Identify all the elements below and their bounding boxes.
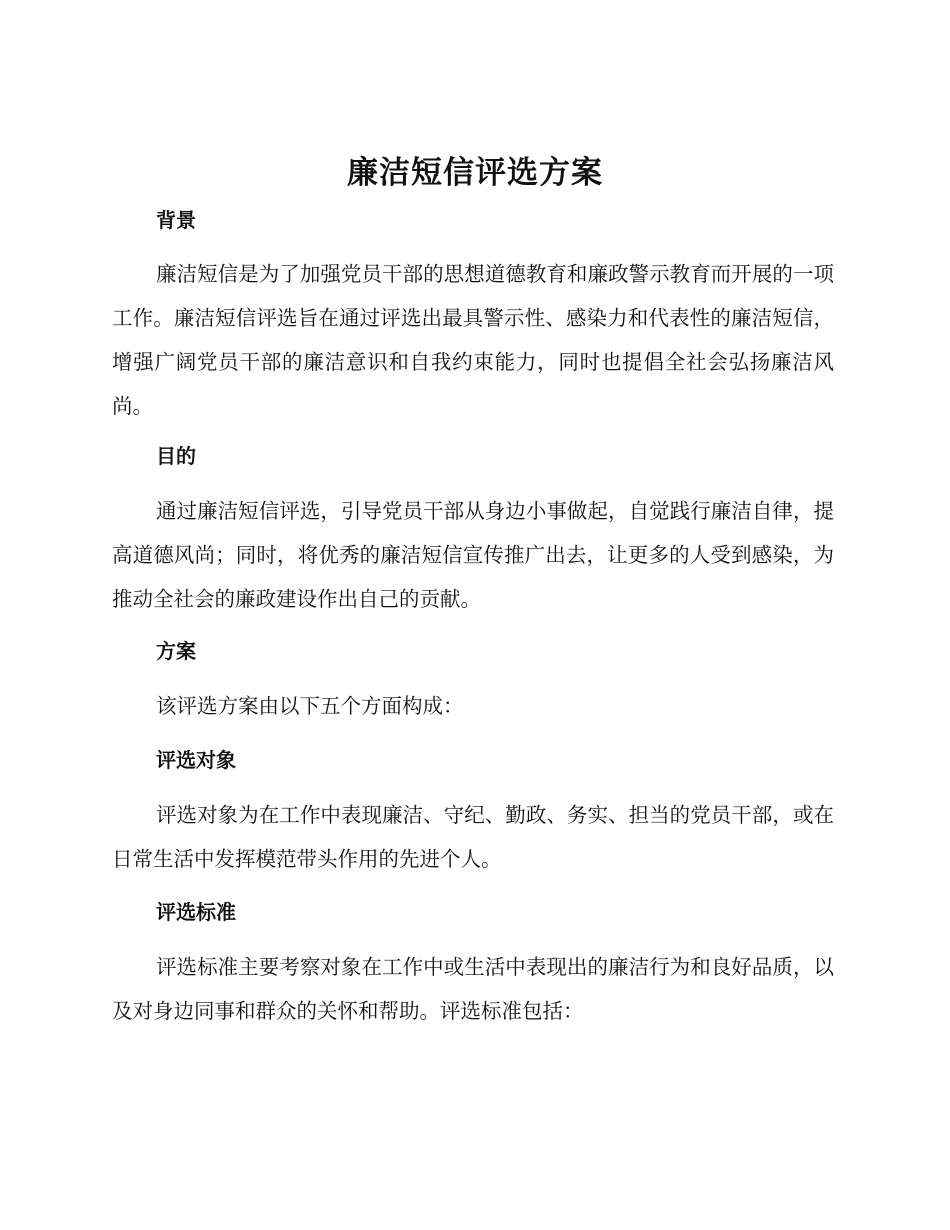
section-heading-background: 背景 (156, 208, 196, 232)
section-heading-plan: 方案 (156, 639, 196, 663)
section-paragraph-background: 廉洁短信是为了加强党员干部的思想道德教育和廉政警示教育而开展的一项工作。廉洁短信评选旨在通过评选出最具警示性、感染力和代表性的廉洁短信，增强广阔党员干部的廉洁意识和自我约束能力，同时也提倡全社会弘扬廉洁风尚。 (112, 262, 834, 418)
section-paragraph-purpose: 通过廉洁短信评选，引导党员干部从身边小事做起，自觉践行廉洁自律，提高道德风尚；同时，将优秀的廉洁短信宣传推广出去，让更多的人受到感染，为推动全社会的廉政建设作出自己的贡献。 (112, 499, 834, 611)
section-paragraph-candidates: 评选对象为在工作中表现廉洁、守纪、勤政、务实、担当的党员干部，或在日常生活中发挥模范带头作用的先进个人。 (112, 803, 834, 871)
section-heading-purpose: 目的 (156, 444, 196, 468)
section-paragraph-plan: 该评选方案由以下五个方面构成： (156, 694, 464, 718)
section-paragraph-criteria: 评选标准主要考察对象在工作中或生活中表现出的廉洁行为和良好品质，以及对身边同事和群众的关怀和帮助。评选标准包括： (112, 955, 834, 1023)
section-heading-candidates: 评选对象 (156, 748, 236, 772)
section-heading-criteria: 评选标准 (156, 900, 236, 924)
document-title: 廉洁短信评选方案 (347, 155, 603, 191)
